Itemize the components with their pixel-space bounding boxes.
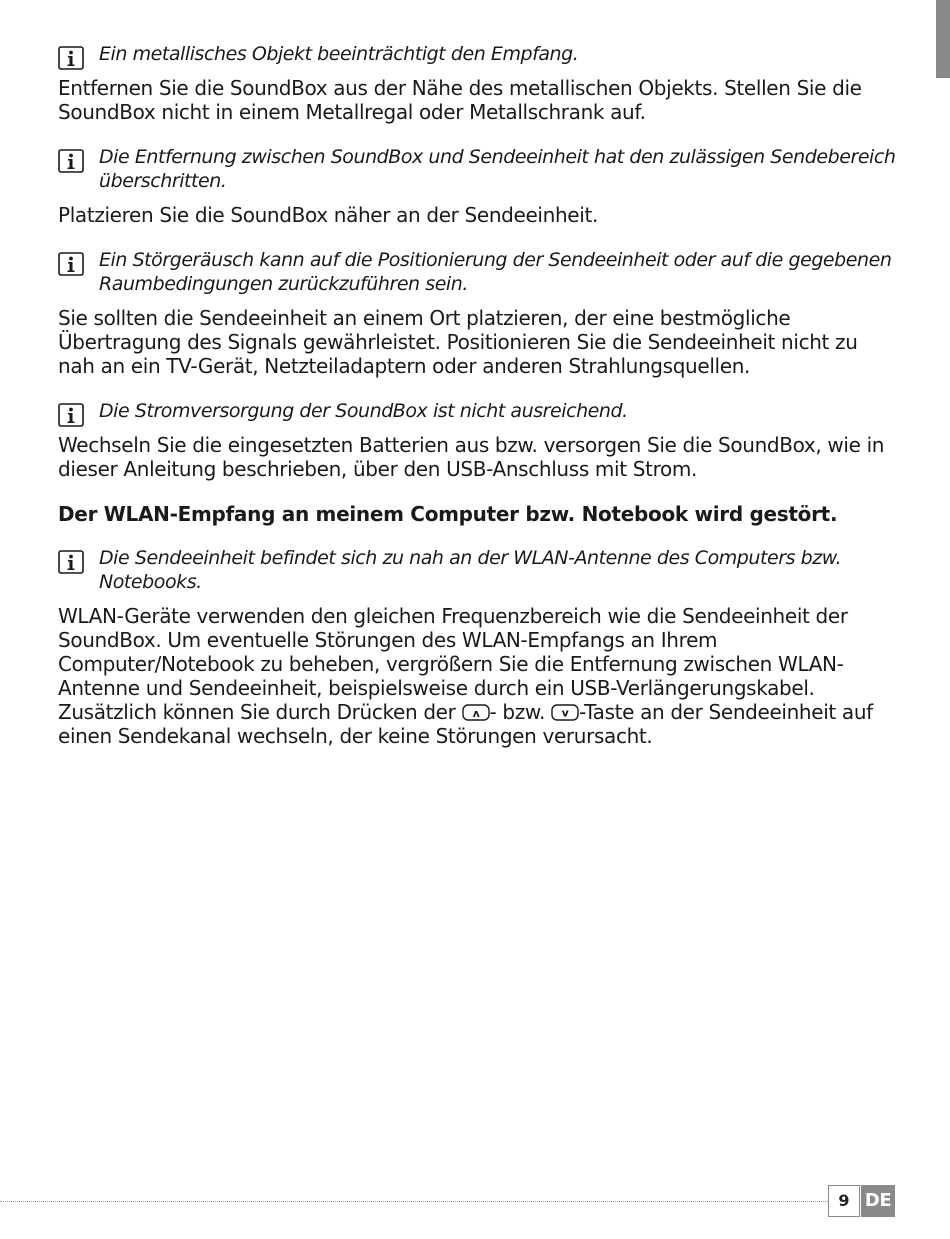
up-key-label: ʌ [472,707,479,720]
solution-text: Sie sollten die Sendeeinheit an einem Ort platzieren, der eine bestmögliche Übertragung des Signals gewährleistet. Positionieren Sie die Sendeeinheit nicht zu nah an ein TV-Gerät, Netzteiladaptern oder anderen Strahlungsquellen. [58,306,858,378]
language-badge: DE [861,1185,895,1217]
solution-text-part: -Taste an der Sendeeinheit auf einen Sendekanal wechseln, der keine Störungen verursacht. [58,700,873,748]
info-icon [58,252,84,276]
note-text: Die Sendeeinheit befindet sich zu nah an der WLAN-Antenne des Computers bzw. Notebooks. [99,547,842,593]
solution-text: Platzieren Sie die SoundBox näher an der Sendeeinheit. [58,203,598,227]
info-note [58,248,898,296]
solution-text: Entfernen Sie die SoundBox aus der Nähe des metallischen Objekts. Stellen Sie die SoundBox nicht in einem Metallregal oder Metallschrank auf. [58,76,862,124]
down-key-label: v [561,706,569,720]
info-note [58,546,898,594]
footer-divider [0,1201,828,1202]
info-icon [58,46,84,70]
section-heading: Der WLAN-Empfang an meinem Computer bzw. Notebook wird gestört. [58,502,838,526]
troubleshooting-content [58,42,898,769]
note-text: Die Entfernung zwischen SoundBox und Sendeeinheit hat den zulässigen Sendebereich überschritten. [99,146,896,192]
solution-text: Wechseln Sie die eingesetzten Batterien aus bzw. versorgen Sie die SoundBox, wie in dieser Anleitung beschrieben, über den USB-Anschluss mit Strom. [58,433,885,481]
info-icon [58,403,84,427]
info-icon [58,149,84,173]
note-text: Ein Störgeräusch kann auf die Positionierung der Sendeeinheit oder auf die gegebenen Raumbedingungen zurückzuführen sein. [99,249,892,295]
solution-text [58,604,898,748]
info-note [58,399,898,423]
info-icon [58,550,84,574]
up-key-icon [462,704,490,721]
edge-marker-tab [936,0,950,78]
solution-text-part: - bzw. [489,700,552,724]
info-note [58,42,898,66]
page-number: 9 [828,1185,860,1217]
info-note [58,145,898,193]
note-text: Die Stromversorgung der SoundBox ist nicht ausreichend. [99,400,628,422]
note-text: Ein metallisches Objekt beeinträchtigt den Empfang. [99,43,579,65]
down-key-icon [551,704,579,721]
solution-text-part: WLAN-Geräte verwenden den gleichen Frequenzbereich wie die Sendeeinheit der SoundBox. Um eventuelle Störungen des WLAN-Empfangs an Ihrem Computer/Notebook zu beheben, vergrößern Sie die Entfernung zwischen WLAN-Antenne und Sendeeinheit, beispielsweise durch ein USB-Verlängerungskabel. Zusätzlich können Sie durch Drücken der [58,604,848,724]
